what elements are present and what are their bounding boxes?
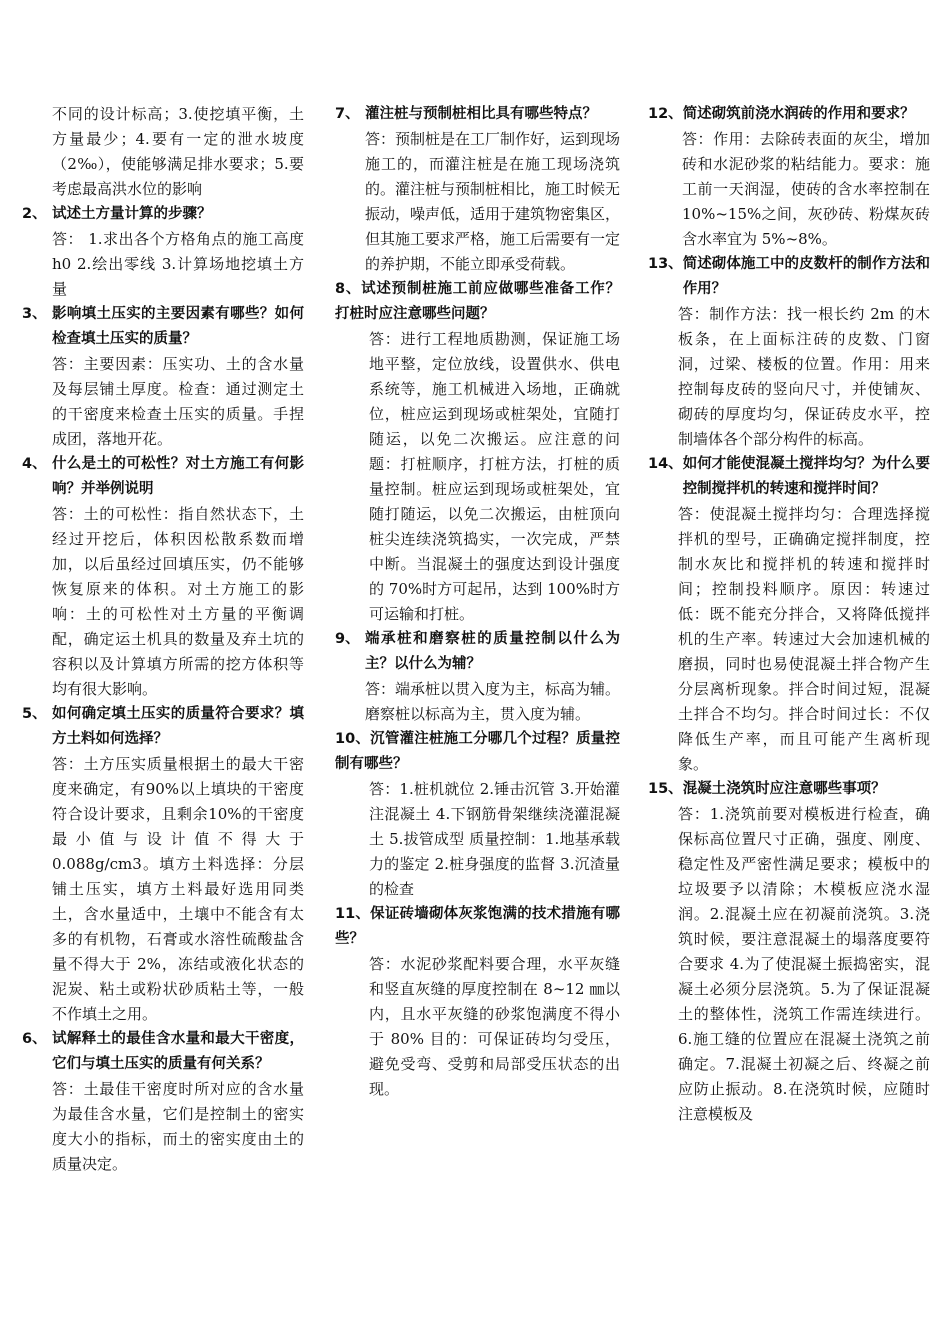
- column-right: [648, 102, 930, 1127]
- question-11: [335, 902, 620, 952]
- question-number: 7、: [335, 106, 360, 122]
- question-number: 8、: [335, 281, 362, 297]
- question-2: [22, 202, 304, 227]
- question-number: 13、: [648, 256, 683, 272]
- question-6: [22, 1027, 304, 1077]
- question-5: [22, 702, 304, 752]
- question-text: 混凝土浇筑时应注意哪些事项？: [682, 781, 886, 797]
- question-9: [335, 627, 620, 677]
- column-left: [22, 102, 304, 1177]
- question-13: [648, 252, 930, 302]
- question-text: 简述砌体施工中的皮数杆的制作方法和作用？: [682, 256, 930, 297]
- question-12: [648, 102, 930, 127]
- question-4: [22, 452, 304, 502]
- question-14: [648, 452, 930, 502]
- question-text: 端承桩和磨察桩的质量控制以什么为主？以什么为辅？: [365, 631, 620, 672]
- question-text: 试述预制桩施工前应做哪些准备工作？打桩时应注意哪些问题？: [335, 281, 621, 322]
- answer-15: 答：1.浇筑前要对模板进行检查，确保标高位置尺寸正确，强度、刚度、稳定性及严密性满足要求；模板中的垃圾要予以清除；木模板应浇水湿润。2.混凝土应在初凝前浇筑。3.浇筑时候，要注意混凝土的塌落度要符合要求 4.为了使混凝土振捣密实，混凝土必须分层浇筑。5.为了保证混凝土的整体性，浇筑工作需连续进行。6.施工缝的位置应在混凝土浇筑之前确定。7.混凝土初凝之后、终凝之前应防止振动。8.在浇筑时候，应随时注意模板及: [678, 805, 930, 1123]
- answer-9: 答：端承桩以贯入度为主，标高为辅。磨察桩以标高为主，贯入度为辅。: [365, 680, 621, 723]
- answer-5: 答：土方压实质量根据土的最大干密度来确定，有90%以上填块的干密度符合设计要求，且剩余10%的干密度最小值与设计值不得大于0.088g/cm3。填方土料选择：分层铺土压实，填方土料最好选用同类土，含水量适中，土壤中不能含有太多的有机物，石膏或水溶性硫酸盐含量不得大于 2%，冻结或液化状态的泥炭、粘土或粉状砂质粘土等，一般不作填土之用。: [52, 755, 304, 1023]
- question-text: 影响填土压实的主要因素有哪些？如何检查填土压实的质量？: [52, 306, 304, 347]
- answer-14: 答：使混凝土搅拌均匀：合理选择搅拌机的型号，正确确定搅拌制度，控制水灰比和搅拌机的转速和搅拌时间；控制投料顺序。原因：转速过低：既不能充分拌合，又将降低搅拌机的生产率。转速过大会加速机械的磨损，同时也易使混凝土拌合物产生分层离析现象。拌合时间过短，混凝土拌合不均匀。拌合时间过长：不仅降低生产率，而且可能产生离析现象。: [678, 505, 930, 773]
- answer-3: 答：主要因素：压实功、土的含水量及每层铺土厚度。检查：通过测定土的干密度来检查土压实的质量。手捏成团，落地开花。: [52, 355, 304, 448]
- question-text: 如何才能使混凝土搅拌均匀？为什么要控制搅拌机的转速和搅拌时间？: [682, 456, 930, 497]
- answer-4: 答：土的可松性：指自然状态下，土经过开挖后，体积因松散系数而增加，以后虽经过回填压实，仍不能够恢复原来的体积。对土方施工的影响：土的可松性对土方量的平衡调配，确定运土机具的数量及弃土坑的容积以及计算填方所需的挖方体积等均有很大影响。: [52, 505, 304, 698]
- answer-11: 答：水泥砂浆配料要合理，水平灰缝和竖直灰缝的厚度控制在 8~12 ㎜以内，且水平灰缝的砂浆饱满度不得小于 80% 目的：可保证砖均匀受压，避免受弯、受剪和局部受压状态的出现。: [369, 955, 620, 1098]
- answer-2: 答： 1.求出各个方格角点的施工高度 h0 2.绘出零线 3.计算场地挖填土方量: [52, 230, 304, 298]
- question-number: 6、: [22, 1031, 47, 1047]
- question-text: 灌注桩与预制桩相比具有哪些特点？: [365, 106, 597, 122]
- question-number: 15、: [648, 781, 683, 797]
- answer-8: 答：进行工程地质勘测，保证施工场地平整，定位放线，设置供水、供电系统等，施工机械进入场地，正确就位，桩应运到现场或桩架处，宜随打随运，以免二次搬运。应注意的问题：打桩顺序，打桩方法，打桩的质量控制。桩应运到现场或桩架处，宜随打随运，以免二次搬运，由桩顶向桩尖连续浇筑捣实，一次完成，严禁中断。当混凝土的强度达到设计强度的 70%时方可起吊，达到 100%时方可运输和打桩。: [369, 330, 620, 623]
- question-number: 5、: [22, 706, 47, 722]
- question-number: 4、: [22, 456, 47, 472]
- continuation-paragraph: 不同的设计标高；3.使挖填平衡，土方量最少；4.要有一定的泄水坡度（2‰），使能够满足排水要求；5.要考虑最高洪水位的影响: [52, 105, 304, 198]
- question-text: 保证砖墙砌体灰浆饱满的技术措施有哪些？: [335, 906, 620, 947]
- question-text: 试述土方量计算的步骤？: [52, 206, 212, 222]
- question-7: [335, 102, 620, 127]
- answer-7: 答：预制桩是在工厂制作好，运到现场施工的，而灌注桩是在施工现场浇筑的。灌注桩与预制桩相比，施工时候无振动，噪声低，适用于建筑物密集区，但其施工要求严格，施工后需要有一定的养护期，不能立即承受荷载。: [365, 130, 621, 273]
- question-10: [335, 727, 620, 777]
- question-number: 14、: [648, 456, 683, 472]
- question-3: [22, 302, 304, 352]
- question-15: [648, 777, 930, 802]
- question-number: 11、: [335, 906, 371, 922]
- question-text: 试解释土的最佳含水量和最大干密度，它们与填土压实的质量有何关系？: [52, 1031, 304, 1072]
- question-number: 2、: [22, 206, 47, 222]
- question-number: 10、: [335, 731, 371, 747]
- question-text: 什么是土的可松性？对土方施工有何影响？并举例说明: [52, 456, 304, 497]
- question-number: 3、: [22, 306, 47, 322]
- question-number: 12、: [648, 106, 683, 122]
- question-text: 简述砌筑前浇水润砖的作用和要求？: [682, 106, 915, 122]
- answer-6: 答：土最佳干密度时所对应的含水量为最佳含水量，它们是控制土的密实度大小的指标，而土的密实度由土的质量决定。: [52, 1080, 304, 1173]
- column-middle: [335, 102, 620, 1102]
- question-number: 9、: [335, 631, 360, 647]
- question-8: [335, 277, 620, 327]
- question-text: 沉管灌注桩施工分哪几个过程？质量控制有哪些？: [335, 731, 620, 772]
- answer-12: 答：作用：去除砖表面的灰尘，增加砖和水泥砂浆的粘结能力。要求：施工前一天润湿，使砖的含水率控制在 10%~15%之间，灰砂砖、粉煤灰砖含水率宜为 5%~8%。: [682, 130, 930, 248]
- answer-10: 答：1.桩机就位 2.锤击沉管 3.开始灌注混凝土 4.下钢筋骨架继续浇灌混凝土 5.拔管成型 质量控制：1.地基承载力的鉴定 2.桩身强度的监督 3.沉渣量的检查: [369, 780, 620, 898]
- question-text: 如何确定填土压实的质量符合要求？填方土料如何选择？: [52, 706, 304, 747]
- answer-13: 答：制作方法：找一根长约 2m 的木板条，在上面标注砖的皮数、门窗洞，过梁、楼板的位置。作用：用来控制每皮砖的竖向尺寸，并使铺灰、砌砖的厚度均匀，保证砖皮水平，控制墙体各个部分构件的标高。: [678, 305, 930, 448]
